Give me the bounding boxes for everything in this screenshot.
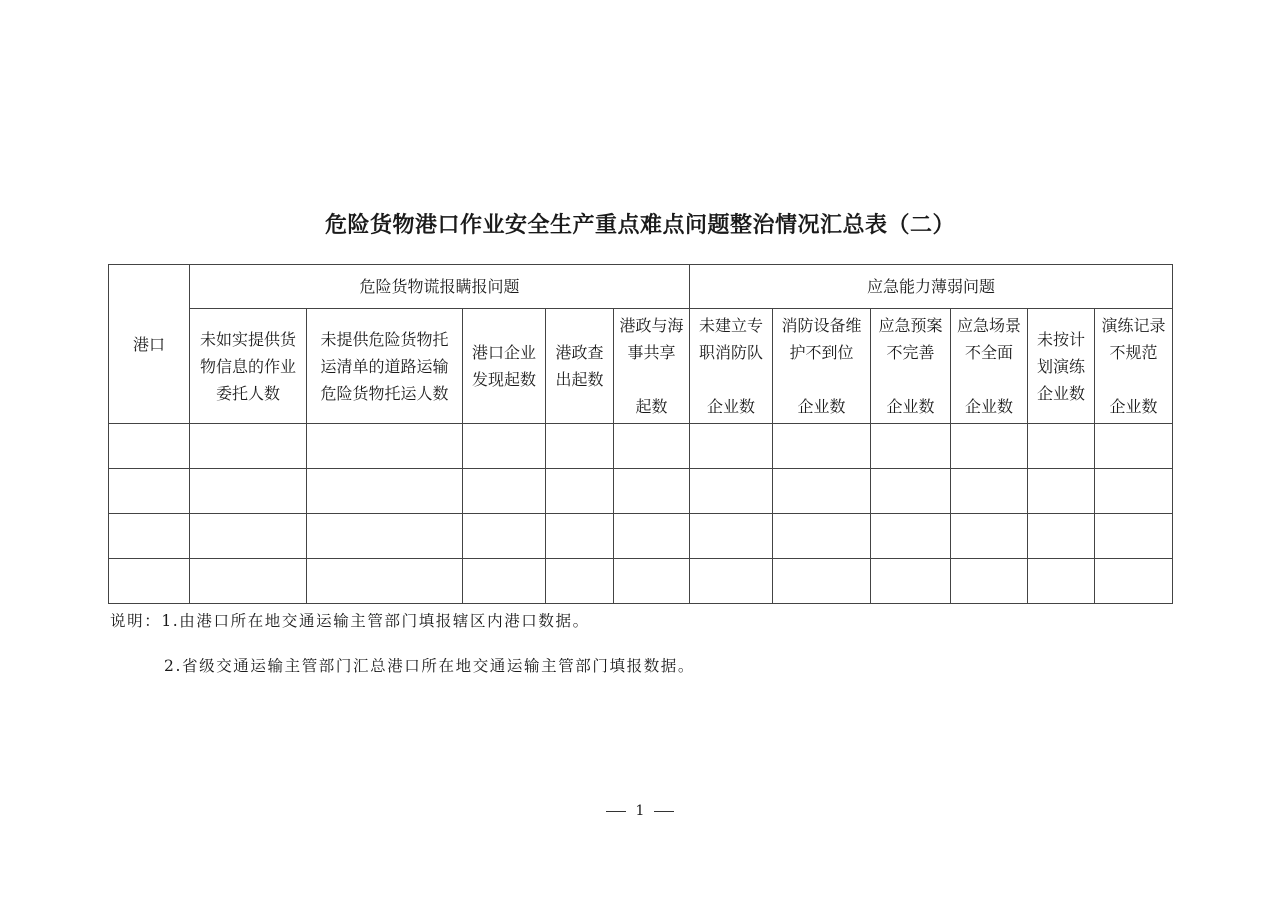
data-cell[interactable] <box>690 514 773 559</box>
column-header-line: 出起数 <box>555 370 604 389</box>
column-header-row <box>109 309 1173 424</box>
column-header-line <box>951 366 1027 393</box>
data-cell[interactable] <box>546 424 614 469</box>
column-header-line: 未如实提供货 <box>199 329 296 349</box>
column-header <box>773 309 871 424</box>
column-header-line <box>614 366 689 393</box>
data-cell[interactable] <box>690 424 773 469</box>
data-cell[interactable] <box>614 469 690 514</box>
data-cell[interactable] <box>773 559 871 604</box>
column-header-line: 运清单的道路运输 <box>320 356 449 376</box>
note-prefix: 说明： <box>110 612 162 630</box>
column-header-line: 企业数 <box>964 397 1013 416</box>
table-body <box>109 424 1173 604</box>
column-header-line: 不规范 <box>1109 343 1158 362</box>
page-title: 危险货物港口作业安全生产重点难点问题整治情况汇总表（二） <box>324 213 955 238</box>
column-header-line: 企业数 <box>886 397 935 416</box>
data-cell[interactable] <box>1028 424 1095 469</box>
data-cell[interactable] <box>773 514 871 559</box>
column-header-line: 事共享 <box>627 343 676 362</box>
group-header-emergency-capability: 应急能力薄弱问题 <box>690 265 1173 309</box>
note-line-2 <box>164 654 695 676</box>
column-header-line: 港政查 <box>555 343 604 362</box>
data-cell[interactable] <box>951 424 1028 469</box>
column-header-line <box>871 366 950 393</box>
data-cell[interactable] <box>463 424 546 469</box>
column-header-line: 发现起数 <box>471 370 536 389</box>
column-header-line: 未提供危险货物托 <box>320 329 449 349</box>
port-cell[interactable] <box>109 514 190 559</box>
column-header <box>871 309 951 424</box>
data-cell[interactable] <box>773 424 871 469</box>
data-cell[interactable] <box>1095 514 1173 559</box>
column-header <box>690 309 773 424</box>
page-number: 1 <box>635 803 645 819</box>
data-cell[interactable] <box>1095 424 1173 469</box>
column-header <box>307 309 463 424</box>
data-cell[interactable] <box>1095 559 1173 604</box>
summary-table <box>108 264 1173 604</box>
column-header-line <box>1095 366 1172 393</box>
column-header-line <box>773 366 870 393</box>
column-header <box>546 309 614 424</box>
table-row <box>109 469 1173 514</box>
table-row <box>109 514 1173 559</box>
port-column-header: 港口 <box>109 265 190 424</box>
column-header-line: 委托人数 <box>215 383 280 403</box>
data-cell[interactable] <box>463 469 546 514</box>
column-header-line: 职消防队 <box>698 343 763 362</box>
note-line-1 <box>110 609 590 631</box>
data-cell[interactable] <box>190 469 307 514</box>
note-item-1: 1.由港口所在地交通运输主管部门填报辖区内港口数据。 <box>161 612 590 630</box>
data-cell[interactable] <box>190 424 307 469</box>
data-cell[interactable] <box>773 469 871 514</box>
data-cell[interactable] <box>951 469 1028 514</box>
data-cell[interactable] <box>307 469 463 514</box>
group-header-row <box>109 265 1173 309</box>
column-header <box>1095 309 1173 424</box>
column-header-line: 企业数 <box>797 397 846 416</box>
data-cell[interactable] <box>1028 514 1095 559</box>
column-header-line: 企业数 <box>1036 383 1085 403</box>
group-header-false-reporting: 危险货物谎报瞒报问题 <box>190 265 690 309</box>
port-cell[interactable] <box>109 559 190 604</box>
data-cell[interactable] <box>871 469 951 514</box>
column-header-line: 企业数 <box>1109 397 1158 416</box>
data-cell[interactable] <box>190 514 307 559</box>
data-cell[interactable] <box>190 559 307 604</box>
data-cell[interactable] <box>307 559 463 604</box>
dash-left <box>606 811 626 812</box>
column-header <box>951 309 1028 424</box>
data-cell[interactable] <box>546 559 614 604</box>
data-cell[interactable] <box>463 559 546 604</box>
column-header-line: 危险货物托运人数 <box>320 383 449 403</box>
data-cell[interactable] <box>546 469 614 514</box>
column-header-line: 港政与海 <box>619 316 684 335</box>
column-header-line: 消防设备维 <box>781 316 862 335</box>
column-header <box>1028 309 1095 424</box>
data-cell[interactable] <box>951 514 1028 559</box>
table-row <box>109 424 1173 469</box>
data-cell[interactable] <box>463 514 546 559</box>
column-header-line: 不完善 <box>886 343 935 362</box>
data-cell[interactable] <box>1095 469 1173 514</box>
column-header <box>190 309 307 424</box>
column-header-line: 演练记录 <box>1101 316 1166 335</box>
column-header-line <box>690 366 772 393</box>
note-item-2: 2.省级交通运输主管部门汇总港口所在地交通运输主管部门填报数据。 <box>164 657 695 675</box>
data-cell[interactable] <box>871 559 951 604</box>
data-cell[interactable] <box>614 514 690 559</box>
column-header-line: 护不到位 <box>789 343 854 362</box>
port-cell[interactable] <box>109 469 190 514</box>
data-cell[interactable] <box>871 424 951 469</box>
column-header <box>463 309 546 424</box>
column-header-line: 起数 <box>635 397 668 416</box>
data-cell[interactable] <box>1028 559 1095 604</box>
column-header-line: 未建立专 <box>698 316 763 335</box>
column-header-line: 划演练 <box>1036 356 1085 376</box>
data-cell[interactable] <box>951 559 1028 604</box>
data-cell[interactable] <box>690 469 773 514</box>
data-cell[interactable] <box>690 559 773 604</box>
column-header-line: 应急场景 <box>956 316 1021 335</box>
data-cell[interactable] <box>614 424 690 469</box>
column-header-line: 未按计 <box>1036 329 1085 349</box>
data-cell[interactable] <box>307 514 463 559</box>
dash-right <box>654 811 674 812</box>
data-cell[interactable] <box>307 424 463 469</box>
data-cell[interactable] <box>614 559 690 604</box>
column-header-line: 应急预案 <box>878 316 943 335</box>
table-row <box>109 559 1173 604</box>
column-header-line: 港口企业 <box>471 343 536 362</box>
page-footer <box>0 803 1280 819</box>
column-header-line: 不全面 <box>964 343 1013 362</box>
data-cell[interactable] <box>871 514 951 559</box>
column-header-line: 物信息的作业 <box>199 356 296 376</box>
data-cell[interactable] <box>546 514 614 559</box>
data-cell[interactable] <box>1028 469 1095 514</box>
port-cell[interactable] <box>109 424 190 469</box>
column-header <box>614 309 690 424</box>
column-header-line: 企业数 <box>706 397 755 416</box>
